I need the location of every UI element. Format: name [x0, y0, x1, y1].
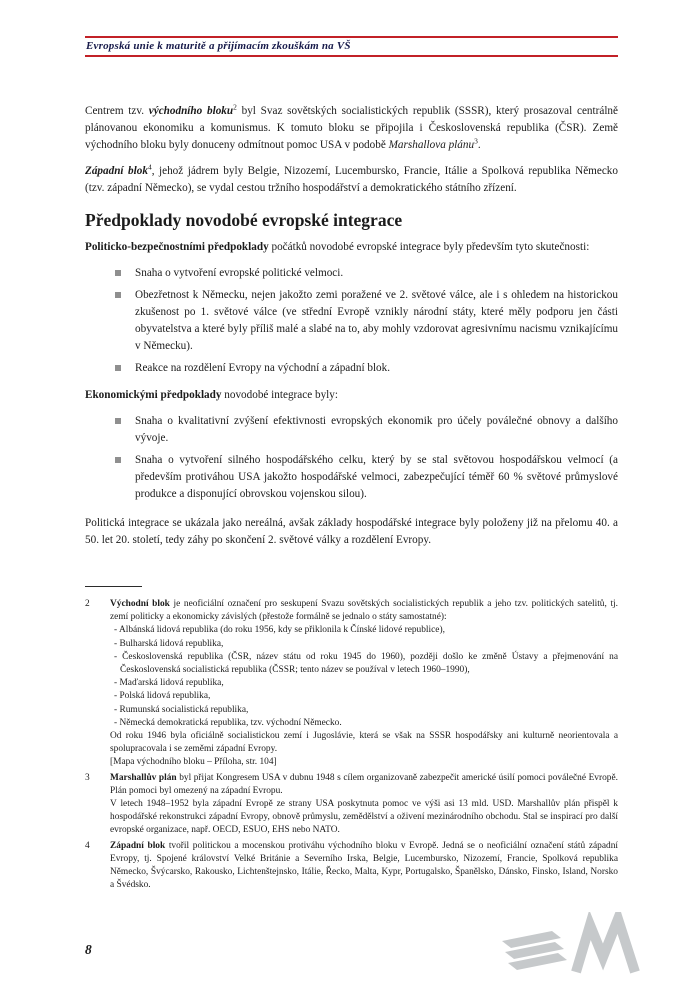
footnote-3 [85, 772, 618, 838]
text-run: počátků novodobé evropské integrace byly především tyto skutečnosti: [268, 241, 590, 253]
list-item [115, 413, 618, 447]
footnote-text [110, 772, 618, 798]
paragraph-political-lead [85, 239, 618, 256]
footnote-term: Východní blok [110, 599, 170, 609]
term-western-bloc: Západní blok [85, 165, 148, 177]
paragraph-conclusion: Politická integrace se ukázala jako nereálná, avšak základy hospodářské integrace byly položeny již na přelomu 40. a 50. let 20. století, tedy záhy po skončení 2. světové války a rozdělení Evropy. [85, 517, 618, 546]
bullet-list-political [85, 265, 618, 377]
list-item [115, 265, 618, 282]
footnote-number: 4 [85, 840, 90, 851]
bullet-text: Snaha o vytvoření silného hospodářského celku, který by se stal světovou hospodářskou velmocí (a především protiváhou USA jakožto hospodářské velmoci, zabezpečující téměř 60 % světové průmyslové produkce a disponující obrovskou vojenskou silou). [135, 454, 618, 500]
text-run: novodobé integrace byly: [221, 389, 338, 401]
bullet-text: Snaha o vytvoření evropské politické velmoci. [135, 267, 344, 279]
paragraph-western-bloc [85, 163, 618, 197]
page-header [85, 36, 618, 57]
footnote-text: V letech 1948–1952 byla západní Evropě ze strany USA poskytnuta pomoc ve výši asi 13 mld. USD. Marshallův plán přispěl k hospodářské rekonstrukci západní Evropy, obnově průmyslu, zemědělství a oživení mezinárodního obchodu. Stal se inspirací pro další evropské organizace, např. OECD, ESUO, EHS nebo NATO. [110, 799, 618, 836]
square-bullet-icon [115, 365, 121, 371]
running-head-title: Evropská unie k maturitě a přijímacím zkouškám na VŠ [86, 40, 351, 52]
square-bullet-icon [115, 418, 121, 424]
footnote-4 [85, 840, 618, 893]
term-political-preconditions: Politicko-bezpečnostními předpoklady [85, 241, 269, 253]
footnote-list-item: - Československá republika (ČSR, název státu od roku 1945 do 1960), později došlo ke změně Ústavy a přejmenování na Československá socialistická republika (ČSSR; tento název se používal v letech 1960–1990), [114, 651, 618, 676]
footnote-ref-4: 4 [147, 162, 152, 172]
term-economic-preconditions: Ekonomickými předpoklady [85, 389, 222, 401]
footnote-number: 3 [85, 772, 90, 783]
footnote-text: Od roku 1946 byla oficiálně socialistickou zemí i Jugoslávie, která se však na SSSR hospodářsky ani kulturně neorientovala a spolupracovala i se zeměmi západní Evropy. [110, 731, 618, 755]
section-heading: Předpoklady novodobé evropské integrace [85, 210, 403, 230]
footnote-list-item: - Maďarská lidová republika, [114, 678, 224, 689]
header-rule-bottom-decoration [85, 55, 618, 57]
text-run: . [477, 139, 481, 151]
text-run: byl Svaz sovětských socialistických republik (SSSR), který prosazoval centrálně plánovanou ekonomiku a komunismus. K tomuto bloku se připojila i Československá republika (ČSR). Země východního bloku byly donuceny odmítnout pomoc USA v podobě [85, 105, 618, 151]
paragraph-economic-lead [85, 387, 618, 404]
footnote-list-item: - Německá demokratická republika, tzv. východní Německo. [114, 717, 342, 728]
footnote-number: 2 [85, 599, 90, 609]
footnote-body [110, 772, 618, 838]
footnote-list-item: - Bulharská lidová republika, [114, 638, 224, 649]
footnote-body [110, 840, 618, 893]
footnote-list-item: - Polská lidová republika, [114, 691, 211, 702]
list-item [115, 452, 618, 503]
bullet-text: Obezřetnost k Německu, nejen jakožto zemi poražené ve 2. světové válce, ale i s ohledem na historickou zkušenost po 1. světové válce (ve střední Evropě vznikly národní státy, které měly podporu jen části obyvatelstva a které byly příliš malé a slabé na to, aby mohly vzdorovat agresivnímu nacismu vznikajícímu v Německu). [135, 289, 618, 352]
text-run: byl přijat Kongresem USA v dubnu 1948 s cílem organizovaně zabezpečit americké úsilí pomoci poválečné Evropě. Plán pomoci byl omezený na západní Evropu. [110, 772, 619, 796]
bullet-text: Snaha o kvalitativní zvýšení efektivnosti evropských ekonomik pro účely poválečné obnovy a dalšího vývoje. [135, 415, 618, 444]
footnote-text [110, 840, 618, 893]
term-marshall-plan: Marshallova plánu [388, 139, 475, 151]
footnote-ref-2: 2 [233, 102, 237, 112]
text-run: , jehož jádrem byly Belgie, Nizozemí, Lucembursko, Francie, Itálie a Spolková republika Německo (tzv. západní Německo), se vydal cestou tržního hospodářství a demokratického státního zřízení. [85, 165, 618, 194]
square-bullet-icon [115, 292, 121, 298]
footnote-list-item: - Albánská lidová republika (do roku 1956, kdy se přiklonila k Čínské lidové republice), [114, 625, 445, 636]
footnote-list-item: - Rumunská socialistická republika, [114, 704, 249, 715]
footnote-text [110, 598, 618, 624]
footnote-ref-3: 3 [474, 136, 478, 146]
square-bullet-icon [115, 457, 121, 463]
footnote-body [110, 598, 618, 770]
text-run: je neoficiální označení pro seskupení Svazu sovětských socialistických republik a jeho tzv. politických satelitů, tj. zemí politicky a ekonomicky závislých (přestože formálně se jednalo o státy samostatné): [110, 599, 618, 623]
page-body [85, 103, 618, 558]
publisher-logo [500, 912, 652, 976]
list-item [115, 360, 618, 377]
footnotes-section [85, 586, 618, 894]
text-run: Centrem tzv. [85, 105, 149, 117]
footnote-term: Západní blok [110, 840, 166, 851]
footnote-separator [85, 586, 142, 587]
text-run: tvořil politickou a mocenskou protiváhu východního bloku v Evropě. Jedná se o neoficiální označení států západní Evropy, tj. Spojené království Velké Británie a Severního Irska, Belgie, Lucembursko, Nizozemí, Francie, Spolková republika Německo, Švýcarsko, Rakousko, Lichtenštejnsko, Itálie, Řecko, Malta, Kypr, Portugalsko, Španělsko, Dánsko, Finsko, Island, Norsko a Švédsko. [110, 840, 618, 891]
page-footer [85, 912, 618, 976]
book-m-logo-icon [500, 912, 652, 976]
footnote-2 [85, 598, 618, 770]
bullet-text: Reakce na rozdělení Evropy na východní a západní blok. [135, 362, 391, 374]
footnote-map-ref: [Mapa východního bloku – Příloha, str. 104] [110, 757, 277, 768]
paragraph-eastern-bloc [85, 103, 618, 154]
list-item [115, 287, 618, 355]
term-eastern-bloc: východního bloku [148, 105, 234, 117]
footnote-term: Marshallův plán [110, 772, 177, 783]
bullet-list-economic [85, 413, 618, 503]
square-bullet-icon [115, 270, 121, 276]
page-number: 8 [85, 942, 92, 957]
